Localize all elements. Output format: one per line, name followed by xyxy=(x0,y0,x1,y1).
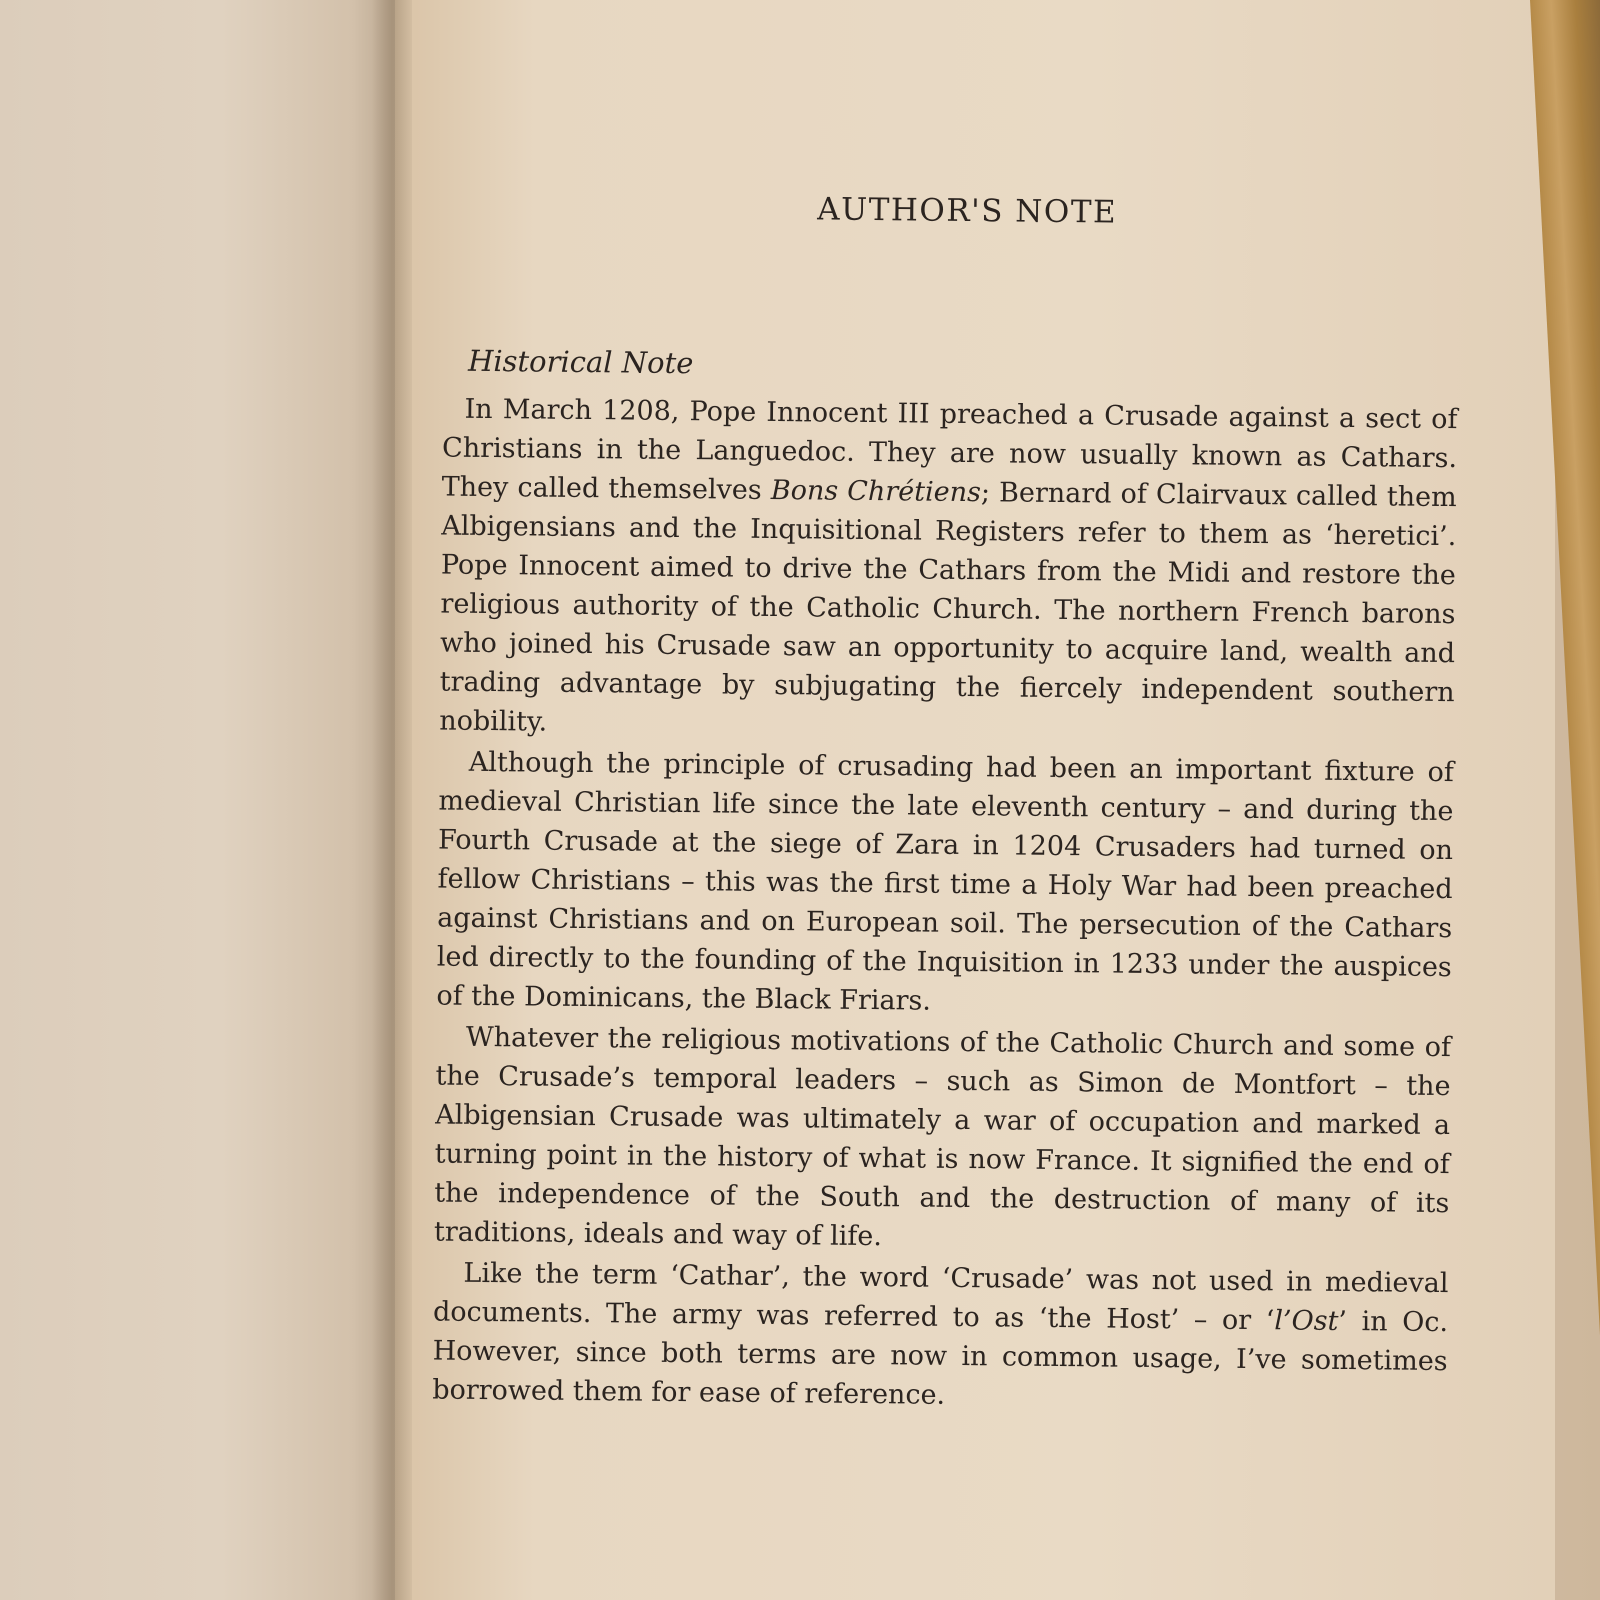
left-page xyxy=(0,0,400,1600)
page-title: AUTHOR'S NOTE xyxy=(816,191,1118,231)
paragraph-4-text-a: Like the term ‘Cathar’, the word ‘Crusade’ was not used in medieval documents. The army was referred to as ‘the Host’ – or ‘ xyxy=(432,1257,1449,1337)
page-text xyxy=(382,175,1480,1422)
paragraph-3: Whatever the religious motivations of the Catholic Church and some of the Crusade’s temporal leaders – such as Simon de Montfort – the Albigensian Crusade was ultimately a war of occupation and marked a turning point in the history of what is now France. It signified the end of the independence of the South and the destruction of many of its traditions, ideals and way of life. xyxy=(433,1021,1452,1253)
paragraph-4-text-b: ’ in Oc. However, since both terms are now in common usage, I’ve sometimes borrowed them for ease of reference. xyxy=(432,1305,1449,1411)
paragraph-1 xyxy=(439,390,1458,752)
paragraph-4 xyxy=(432,1253,1449,1420)
paragraph-1-text-b: ; Bernard of Clairvaux called them Albigensians and the Inquisitional Registers refer to them as ‘heretici’. Pope Innocent aimed to drive the Cathars from the Midi and restore the religious authority of the Catholic Church. The northern French barons who joined his Crusade saw an opportunity to acquire land, wealth and trading advantage by subjugating the fiercely independent southern nobility. xyxy=(439,477,1457,738)
paragraph-2: Although the principle of crusading had been an important fixture of medieval Christian life since the late eleventh century – and during the Fourth Crusade at the siege of Zara in 1204 Crusaders had turned on fellow Christians – this was the first time a Holy War had been preached against Christians and on European soil. The persecution of the Cathars led directly to the founding of the Inquisition in 1233 under the auspices of the Dominicans, the Black Friars. xyxy=(436,746,1454,1017)
body-text xyxy=(382,389,1478,1420)
paragraph-1-text-a: In March 1208, Pope Innocent III preached a Crusade against a sect of Christians in the Languedoc. They are now usually known as Cathars. They called themselves xyxy=(441,393,1458,506)
section-heading: Historical Note xyxy=(467,343,694,381)
paragraph-4-italic: l’Ost xyxy=(1274,1305,1339,1337)
paragraph-1-italic: Bons Chrétiens xyxy=(770,474,982,509)
